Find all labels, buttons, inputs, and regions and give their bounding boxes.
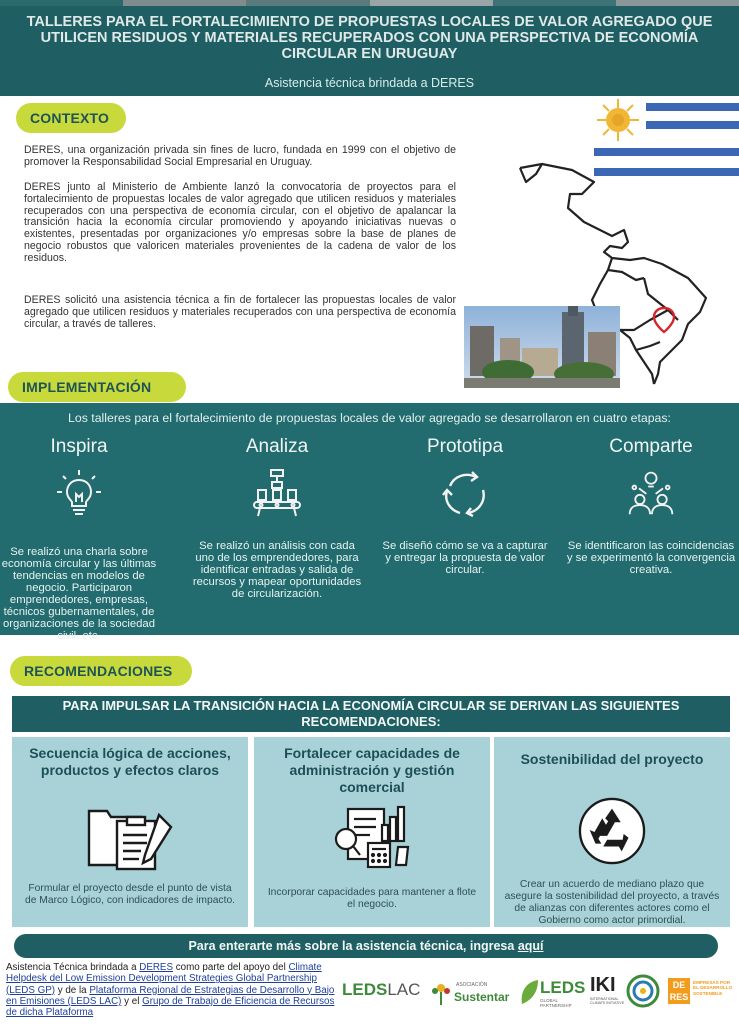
deres-link[interactable]: DERES [139,962,174,973]
stage-inspira [0,434,164,642]
card-description: Formular el proyecto desde el punto de vista de Marco Lógico, con indicadores de impacto. [24,883,236,906]
leds-lac-logo [342,980,420,1000]
stage-description: Se identificaron las coincidencias y se experimentó la convergencia creativa. [566,540,736,576]
card-title: Sostenibilidad del proyecto [520,751,704,767]
iki-logo-sub: INTERNATIONAL CLIMATE INITIATIVE [590,997,625,1005]
deres-logo-box [668,978,690,1004]
lightbulb-icon [54,468,104,518]
footer-text-2: como parte del apoyo del [173,962,289,973]
contexto-paragraph-1: DERES, una organización privada sin fines de lucro, fundada en 1999 con el objetivo de promover la Responsabilidad Social Empresarial en Uruguay. [24,144,456,168]
footer-text-1: Asistencia Técnica brindada a [6,962,140,973]
resource-efficiency-group-link[interactable]: Grupo de Trabajo de Eficiencia de Recursos de dicha Plataforma [6,995,335,1019]
footer-credits [6,962,336,1018]
stage-title: Inspira [50,436,108,457]
page-subtitle: Asistencia técnica brindada a DERES [264,76,475,90]
deres-logo-text-a: DE [672,980,686,990]
more-info-bar [14,934,718,958]
stage-analiza [192,434,362,600]
recommendation-card [494,737,730,927]
contexto-paragraph-2: DERES junto al Ministerio de Ambiente lanzó la convocatoria de proyectos para el fortalecimiento de propuestas locales de valor agregado que utilicen residuos y materiales recuperados con una perspectiva de economía circular, con el objetivo de apalancar la transición hacia la economía circular promoviendo y apoyando iniciativas nuevas o existentes, presentadas por organizaciones y/o empresas sobre la base de planes de negocio robustos que valoricen materiales provenientes de la cadena de valor de los residuos. [24,181,456,264]
contexto-label: CONTEXTO [16,103,126,133]
deres-logo-text-b: RES [669,992,689,1002]
stage-title: Analiza [245,436,309,457]
stripe [616,0,739,6]
stripe [123,0,246,6]
leds-lac-logo-suffix: LAC [387,980,421,999]
stripe [493,0,616,6]
stage-title: Prototipa [426,436,504,457]
more-info-text: Para enterarte más sobre la asistencia técnica, ingresa [188,939,518,953]
iki-logo [590,974,630,1005]
partner-logos [342,972,734,1012]
card-title: Fortalecer capacidades de administración y gestión comercial [284,745,460,795]
stage-description: Se diseñó cómo se va a capturar y entregar la propuesta de valor circular. [382,540,548,576]
recommendation-card [12,737,248,927]
stage-comparte [566,434,736,576]
stripe [0,0,123,6]
people-idea-icon [626,468,676,518]
iki-logo-text: IKI [590,974,616,996]
header-stripes [0,0,739,6]
contexto-paragraph-3: DERES solicitó una asistencia técnica a fin de fortalecer las propuestas locales de valor agregado que utilicen residuos y materiales recuperados con una perspectiva de economía circular, a través de talleres. [24,294,456,330]
conveyor-icon [252,468,302,518]
footer-text-4: y el [121,995,143,1007]
montevideo-photo [464,306,620,388]
leds-lac-logo-text: LEDS [342,980,388,999]
recycle-icon [578,797,646,865]
finance-report-icon [332,803,412,869]
folder-clipboard-icon [85,801,175,871]
card-title: Secuencia lógica de acciones, productos y efectos claros [29,745,231,778]
deres-logo-sub: EMPRESAS POR EL DESARROLLO SOSTENIBLE [693,980,733,996]
sustentar-logo-text: Sustentar [454,990,510,1004]
stage-title: Comparte [609,436,693,457]
footer-text-3: y de la [55,984,90,996]
implementacion-label: IMPLEMENTACIÓN [8,372,186,402]
card-description: Incorporar capacidades para mantener a flote el negocio. [267,887,477,910]
stripe [370,0,493,6]
leds-gp-helpdesk-link[interactable]: Climate Helpdesk del Low Emission Development Strategies Global Partnership (LEDS GP) [6,962,322,996]
card-description: Crear un acuerdo de mediano plazo que asegure la sostenibilidad del proyecto, a través de alianzas con diferentes actores como el Gobierno como actor primordial. [504,879,720,926]
leds-lac-link[interactable]: Plataforma Regional de Estrategias de Desarrollo y Bajo en Emisiones (LEDS LAC) [6,984,335,1007]
leds-gp-logo-sub: GLOBAL PARTNERSHIP [540,998,572,1008]
implementacion-intro: Los talleres para el fortalecimiento de propuestas locales de valor agregado se desarrollaron en cuatro etapas: [68,411,671,425]
circle-emblem-logo [626,974,660,1008]
more-info-link[interactable]: aquí [517,939,544,953]
cycle-arrows-icon [440,468,490,518]
recomendaciones-label: RECOMENDACIONES [10,656,192,686]
recommendation-card [254,737,490,927]
sustentar-logo-small: ASOCIACIÓN [456,982,488,988]
page-title: TALLERES PARA EL FORTALECIMIENTO DE PROPUESTAS LOCALES DE VALOR AGREGADO QUE UTILICEN RESIDUOS Y MATERIALES RECUPERADOS CON UNA PERSPECTIVA DE ECONOMÍA CIRCULAR EN URUGUAY [26,14,713,62]
stage-description: Se realizó un análisis con cada uno de los emprendedores, para identificar entradas y salida de recursos y mapear oportunidades de circularización. [192,540,362,600]
stage-description: Se realizó una charla sobre economía circular y las últimas tendencias en modelos de negocio. Participaron emprendedores, empresas, técnicos gubernamentales, de organizaciones de la sociedad civil, etc. [1,546,157,642]
leaf-flower-icon [430,980,452,1006]
stripe [246,0,369,6]
header-banner [0,0,739,96]
stage-prototipa [380,434,550,576]
leds-gp-logo-text: LEDS [540,978,586,997]
recomendaciones-banner: PARA IMPULSAR LA TRANSICIÓN HACIA LA ECONOMÍA CIRCULAR SE DERIVAN LAS SIGUIENTES RECOMENDACIONES: [12,696,730,732]
leaf-icon [518,978,540,1006]
